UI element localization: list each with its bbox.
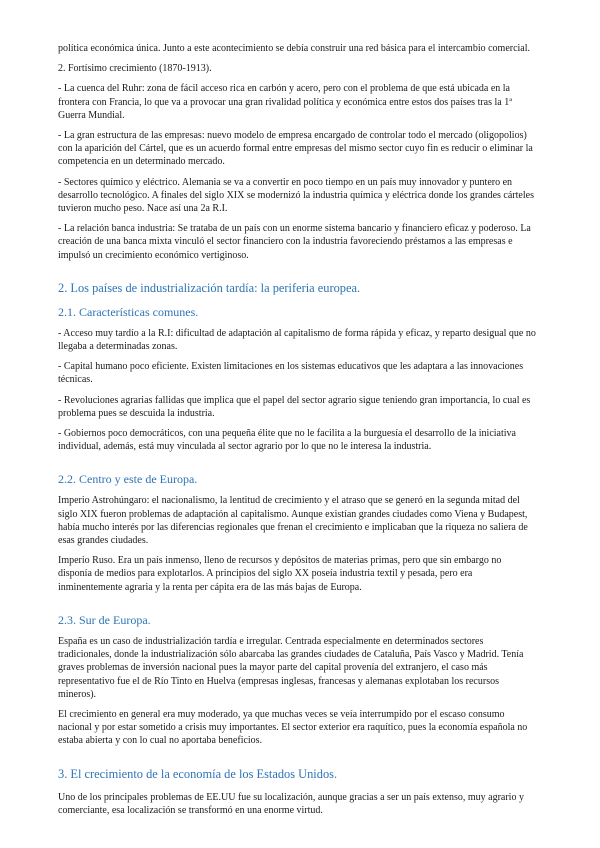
austro-hungarian-paragraph: Imperio Astrohúngaro: el nacionalismo, la lentitud de crecimiento y el atraso que se generó en la segunda mitad del siglo XIX fueron problemas de adaptación al capitalismo. Aunque existían grandes ciudades como Viena y Budapest, había mucho interés por las diferencias regionales que frenan el crecimiento e implicaban que la riqueza no saliera de esas grandes ciudades. <box>58 495 528 547</box>
ruhr-point: - La cuenca del Ruhr: zona de fácil acceso rica en carbón y acero, pero con el problema de que está ubicada en la frontera con Francia, lo que va a provocar una gran rivalidad política y económica entre estos dos países tras la 1ª Guerra Mundial. <box>58 83 512 121</box>
governments-point: - Gobiernos poco democráticos, con una pequeña élite que no le facilita a la burguesía el desarrollo de la iniciativa individual, además, está muy vinculada al sector agrario por lo que no le interesa la industria. <box>58 428 516 453</box>
chemical-electrical-point: - Sectores químico y eléctrico. Alemania se va a convertir en poco tiempo en un país muy innovador y puntero en desarrollo tecnológico. A finales del siglo XIX se modernizó la industria química y eléctrica donde los grandes cárteles tuvieron mucho peso. Nace así una 2a R.I. <box>58 176 534 215</box>
section-2-3-heading: 2.3. Sur de Europa. <box>58 612 151 627</box>
usa-paragraph: Uno de los principales problemas de EE.UU fue su localización, aunque gracias a ser un país extenso, muy agrario y comerciante, esa localización se transformó en una enorme virtud. <box>58 791 524 816</box>
company-structure-point: - La gran estructura de las empresas: nuevo modelo de empresa encargado de controlar todo el mercado (oligopolios) con la aparición del Cártel, que es un acuerdo formal entre empresas del mismo sector cuyo fin es reducir o eliminar la competencia en un determinado mercado. <box>58 130 533 168</box>
bank-industry-point: - La relación banca industria: Se trataba de un país con un enorme sistema bancario y financiero eficaz y poderoso. La creación de una banca mixta vinculó el sector financiero con la industria favoreciendo préstamos a las empresas e impulsó un crecimiento económico vertiginoso. <box>58 223 531 261</box>
spain-paragraph: España es un caso de industrialización tardía e irregular. Centrada especialmente en determinados sectores tradicionales, donde la industrialización sólo abarcaba las grandes ciudades de Cataluña, País Vasco y Madrid. Tenía graves problemas de inversión nacional pues la mayor parte del capital provenía del extranjero, el caso más representativo fue el de Río Tinto en Huelva (empresas inglesas, francesas y alemanas explotaban los recursos mineros). <box>58 635 524 700</box>
russian-empire-paragraph: Imperio Ruso. Era un país inmenso, lleno de recursos y depósitos de materias primas, pero que sin embargo no disponía de medios para explotarlos. A principios del siglo XX poseía industria textil y pesada, pero era inminentemente agraria y la renta per cápita era de las más bajas de Europa. <box>58 555 502 593</box>
growth-paragraph: El crecimiento en general era muy moderado, ya que muchas veces se veía interrumpido por el escaso consumo nacional y por estar sometido a crisis muy importantes. El sector exterior era raquítico, pues la economía española no estaba abierta y con lo cual no aportaba beneficios. <box>58 708 528 747</box>
section-2-1-heading: 2.1. Características comunes. <box>58 304 199 319</box>
section-2-heading: 2. Los países de industrialización tardía: la periferia europea. <box>58 280 361 295</box>
subheading-fortisimo: 2. Fortísimo crecimiento (1870-1913). <box>58 63 212 75</box>
section-3-heading: 3. El crecimiento de la economía de los Estados Unidos. <box>58 766 338 781</box>
agrarian-revolutions-point: - Revoluciones agrarias fallidas que implica que el papel del sector agrario sigue teniendo gran importancia, lo cual es problema pues se descuida la industria. <box>58 394 531 419</box>
continuation-paragraph: política económica única. Junto a este acontecimiento se debía construir una red básica para el intercambio comercial. <box>58 43 531 54</box>
late-access-point: - Acceso muy tardío a la R.I: dificultad de adaptación al capitalismo de forma rápida y eficaz, y reparto desigual que no llegaba a determinadas zonas. <box>58 327 536 353</box>
human-capital-point: - Capital humano poco eficiente. Existen limitaciones en los sistemas educativos que les adaptara a las innovaciones técnicas. <box>58 361 524 386</box>
section-2-2-heading: 2.2. Centro y este de Europa. <box>58 472 198 487</box>
